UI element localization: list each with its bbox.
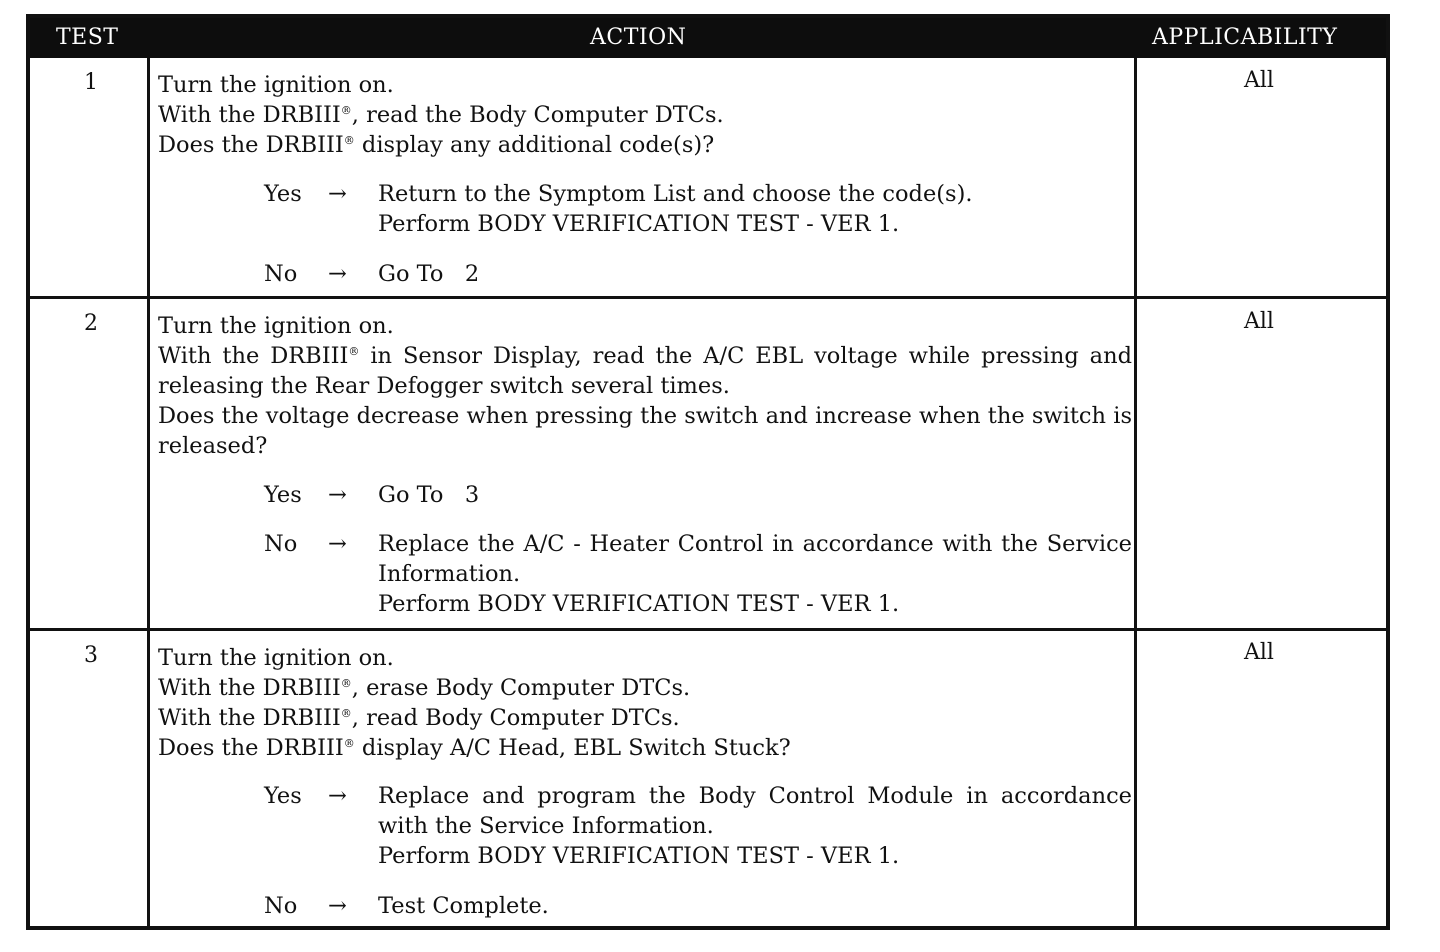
yes-label: Yes [264, 482, 302, 508]
action-text [158, 311, 1132, 461]
action-text [158, 643, 1132, 763]
yes-label: Yes [264, 783, 302, 809]
action-text [158, 70, 1132, 160]
yes-result: Go To 3 [378, 482, 480, 508]
diagnostic-table [26, 14, 1390, 930]
arrow-icon: → [328, 181, 347, 207]
test-number: 2 [84, 311, 98, 336]
table-header [30, 18, 1386, 58]
action-line: With the DRBIII® in Sensor Display, read the A/C EBL voltage while pressing and releasing the Rear Defogger switch several times. [158, 343, 1132, 399]
no-result: Go To 2 [378, 261, 480, 287]
no-label: No [264, 261, 298, 287]
arrow-icon: → [328, 261, 347, 287]
applicability-value: All [1244, 309, 1274, 334]
action-line: With the DRBIII®, read Body Computer DTCs. [158, 705, 680, 731]
no-result: Replace the A/C - Heater Control in accordance with the Service Information. Perform BODY VERIFICATION TEST - VER 1. [378, 531, 1132, 617]
action-line: With the DRBIII®, erase Body Computer DTCs. [158, 675, 691, 701]
action-line: Does the DRBIII® display A/C Head, EBL Switch Stuck? [158, 735, 791, 761]
arrow-icon: → [328, 893, 347, 919]
arrow-icon: → [328, 531, 347, 557]
applicability-value: All [1244, 68, 1274, 93]
no-result: Test Complete. [378, 893, 549, 919]
header-applicability: APPLICABILITY [1152, 25, 1338, 50]
yes-label: Yes [264, 181, 302, 207]
arrow-icon: → [328, 482, 347, 508]
yes-result: Return to the Symptom List and choose the code(s). Perform BODY VERIFICATION TEST - VER 1. [378, 181, 973, 237]
action-line: Turn the ignition on. [158, 645, 394, 671]
header-action: ACTION [590, 25, 687, 50]
column-divider-test [147, 58, 150, 926]
action-line: With the DRBIII®, read the Body Computer DTCs. [158, 102, 724, 128]
test-number: 3 [84, 643, 98, 668]
action-line: Does the voltage decrease when pressing the switch and increase when the switch is released? [158, 403, 1132, 459]
no-label: No [264, 893, 298, 919]
action-line: Turn the ignition on. [158, 313, 394, 339]
action-line: Turn the ignition on. [158, 72, 394, 98]
row-divider-2 [30, 628, 1386, 631]
action-line: Does the DRBIII® display any additional code(s)? [158, 132, 715, 158]
applicability-value: All [1244, 640, 1274, 665]
arrow-icon: → [328, 783, 347, 809]
column-divider-applicability [1134, 58, 1137, 926]
test-number: 1 [84, 70, 98, 95]
header-test: TEST [56, 25, 119, 50]
no-label: No [264, 531, 298, 557]
row-divider-1 [30, 296, 1386, 299]
yes-result: Replace and program the Body Control Module in accordance with the Service Information. Perform BODY VERIFICATION TEST - VER 1. [378, 783, 1132, 869]
